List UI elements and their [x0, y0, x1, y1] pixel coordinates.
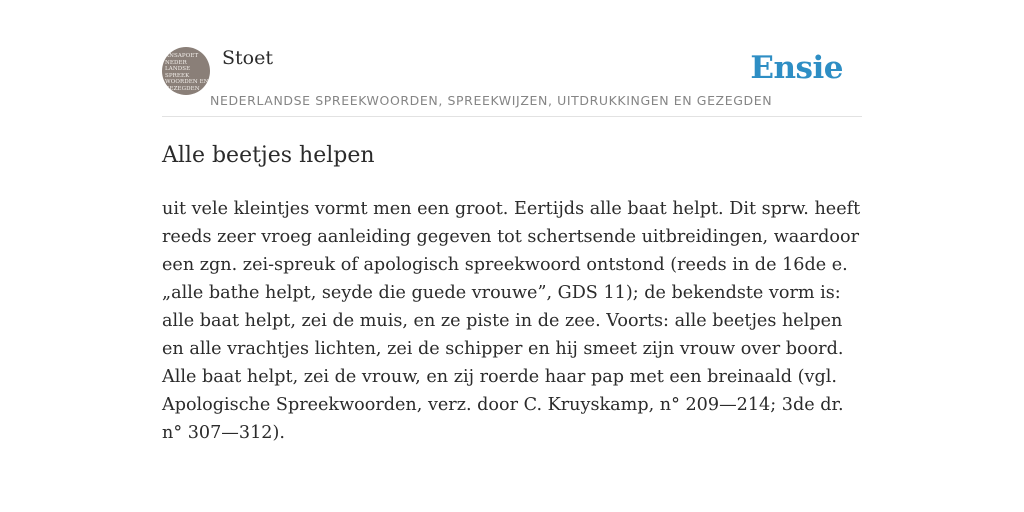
source-author[interactable]: Stoet [222, 47, 273, 69]
avatar-label: ANSAPOET NEDER LANDSE SPREEK WOORDEN EN GEZEGDEN [165, 53, 209, 92]
entry-title: Alle beetjes helpen [162, 143, 375, 168]
source-subtitle[interactable]: NEDERLANDSE SPREEKWOORDEN, SPREEKWIJZEN, UITDRUKKINGEN EN GEZEGDEN [210, 93, 773, 108]
brand-logo[interactable]: Ensie [750, 50, 843, 86]
entry-card [162, 46, 862, 447]
source-avatar[interactable] [162, 47, 210, 95]
entry-body: uit vele kleintjes vormt men een groot. Eertijds alle baat helpt. Dit sprw. heeft reeds zeer vroeg aanleiding gegeven tot schertsende uitbreidingen, waardoor een zgn. zei-spreuk of apologisch spreekwoord ontstond (reeds in de 16de e. „alle bathe helpt, seyde die guede vrouwe”, GDS 11); de bekendste vorm is: alle baat helpt, zei de muis, en ze piste in de zee. Voorts: alle beetjes helpen en alle vrachtjes lichten, zei de schipper en hij smeet zijn vrouw over boord. Alle baat helpt, zei de vrouw, en zij roerde haar pap met een breinaald (vgl. Apologische Spreekwoorden, verz. door C. Kruyskamp, n° 209—214; 3de dr. n° 307—312). [162, 199, 861, 443]
source-header [162, 46, 862, 117]
